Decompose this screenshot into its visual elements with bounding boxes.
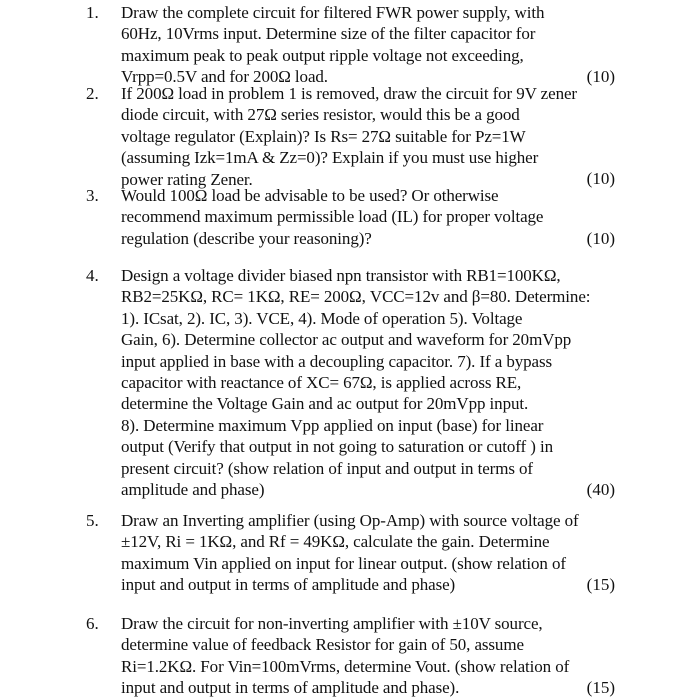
question-line: output (Verify that output in not going to saturation or cutoff ) in bbox=[121, 437, 553, 457]
question-line: regulation (describe your reasoning)? bbox=[121, 228, 372, 248]
question-line: determine value of feedback Resistor for gain of 50, assume bbox=[121, 635, 524, 655]
question-text bbox=[121, 265, 619, 500]
question-line: Gain, 6). Determine collector ac output and waveform for 20mVpp bbox=[121, 330, 572, 350]
question-marks: (40) bbox=[586, 480, 615, 499]
question-line: 8). Determine maximum Vpp applied on input (base) for linear bbox=[121, 415, 544, 435]
question-text bbox=[121, 510, 619, 596]
question-number: 4. bbox=[86, 266, 99, 285]
question-line: present circuit? (show relation of input and output in terms of bbox=[121, 458, 533, 478]
question-marks: (15) bbox=[586, 575, 615, 594]
question-marks: (10) bbox=[586, 169, 615, 188]
question-line: ±12V, Ri = 1KΩ, and Rf = 49KΩ, calculate the gain. Determine bbox=[121, 532, 550, 552]
question-marks: (10) bbox=[586, 67, 615, 86]
question-text bbox=[121, 83, 619, 190]
question-text bbox=[121, 185, 619, 249]
question-number: 6. bbox=[86, 614, 99, 633]
question-marks: (15) bbox=[586, 678, 615, 697]
question-line: Design a voltage divider biased npn transistor with RB1=100KΩ, bbox=[121, 266, 561, 285]
question-number: 1. bbox=[86, 3, 99, 22]
question-line: Draw the circuit for non-inverting amplifier with ±10V source, bbox=[121, 614, 543, 633]
question-line: Draw an Inverting amplifier (using Op-Amp) with source voltage of bbox=[121, 511, 579, 530]
question-line: capacitor with reactance of XC= 67Ω, is applied across RE, bbox=[121, 373, 522, 393]
question-line: If 200Ω load in problem 1 is removed, draw the circuit for 9V zener bbox=[121, 84, 577, 103]
question-number: 5. bbox=[86, 511, 99, 530]
question-number: 2. bbox=[86, 84, 99, 103]
question-line: Draw the complete circuit for filtered FWR power supply, with bbox=[121, 3, 545, 22]
question-line: determine the Voltage Gain and ac output for 20mVpp input. bbox=[121, 394, 529, 414]
question-line: input applied in base with a decoupling capacitor. 7). If a bypass bbox=[121, 351, 553, 371]
question-line: amplitude and phase) bbox=[121, 480, 265, 500]
question-line: voltage regulator (Explain)? Is Rs= 27Ω suitable for Pz=1W bbox=[121, 126, 526, 146]
question-line: Vrpp=0.5V and for 200Ω load. bbox=[121, 67, 328, 87]
question-line: RB2=25KΩ, RC= 1KΩ, RE= 200Ω, VCC=12v and β=80. Determine: bbox=[121, 287, 591, 307]
question-line: recommend maximum permissible load (IL) for proper voltage bbox=[121, 207, 544, 227]
question-line: (assuming Izk=1mA & Zz=0)? Explain if you must use higher bbox=[121, 148, 539, 168]
question-line: input and output in terms of amplitude and phase) bbox=[121, 575, 456, 595]
question-marks: (10) bbox=[586, 229, 615, 248]
question-line: power rating Zener. bbox=[121, 169, 253, 189]
question-line: 60Hz, 10Vrms input. Determine size of the filter capacitor for bbox=[121, 24, 536, 44]
question-line: maximum Vin applied on input for linear output. (show relation of bbox=[121, 553, 566, 573]
question-line: diode circuit, with 27Ω series resistor, would this be a good bbox=[121, 105, 520, 125]
question-line: maximum peak to peak output ripple voltage not exceeding, bbox=[121, 45, 524, 65]
question-line: 1). ICsat, 2). IC, 3). VCE, 4). Mode of operation 5). Voltage bbox=[121, 308, 523, 328]
question-number: 3. bbox=[86, 186, 99, 205]
question-line: input and output in terms of amplitude and phase). bbox=[121, 678, 460, 698]
question-line: Would 100Ω load be advisable to be used? Or otherwise bbox=[121, 186, 499, 205]
question-text bbox=[121, 613, 619, 699]
question-text bbox=[121, 2, 619, 88]
question-line: Ri=1.2KΩ. For Vin=100mVrms, determine Vout. (show relation of bbox=[121, 656, 570, 676]
